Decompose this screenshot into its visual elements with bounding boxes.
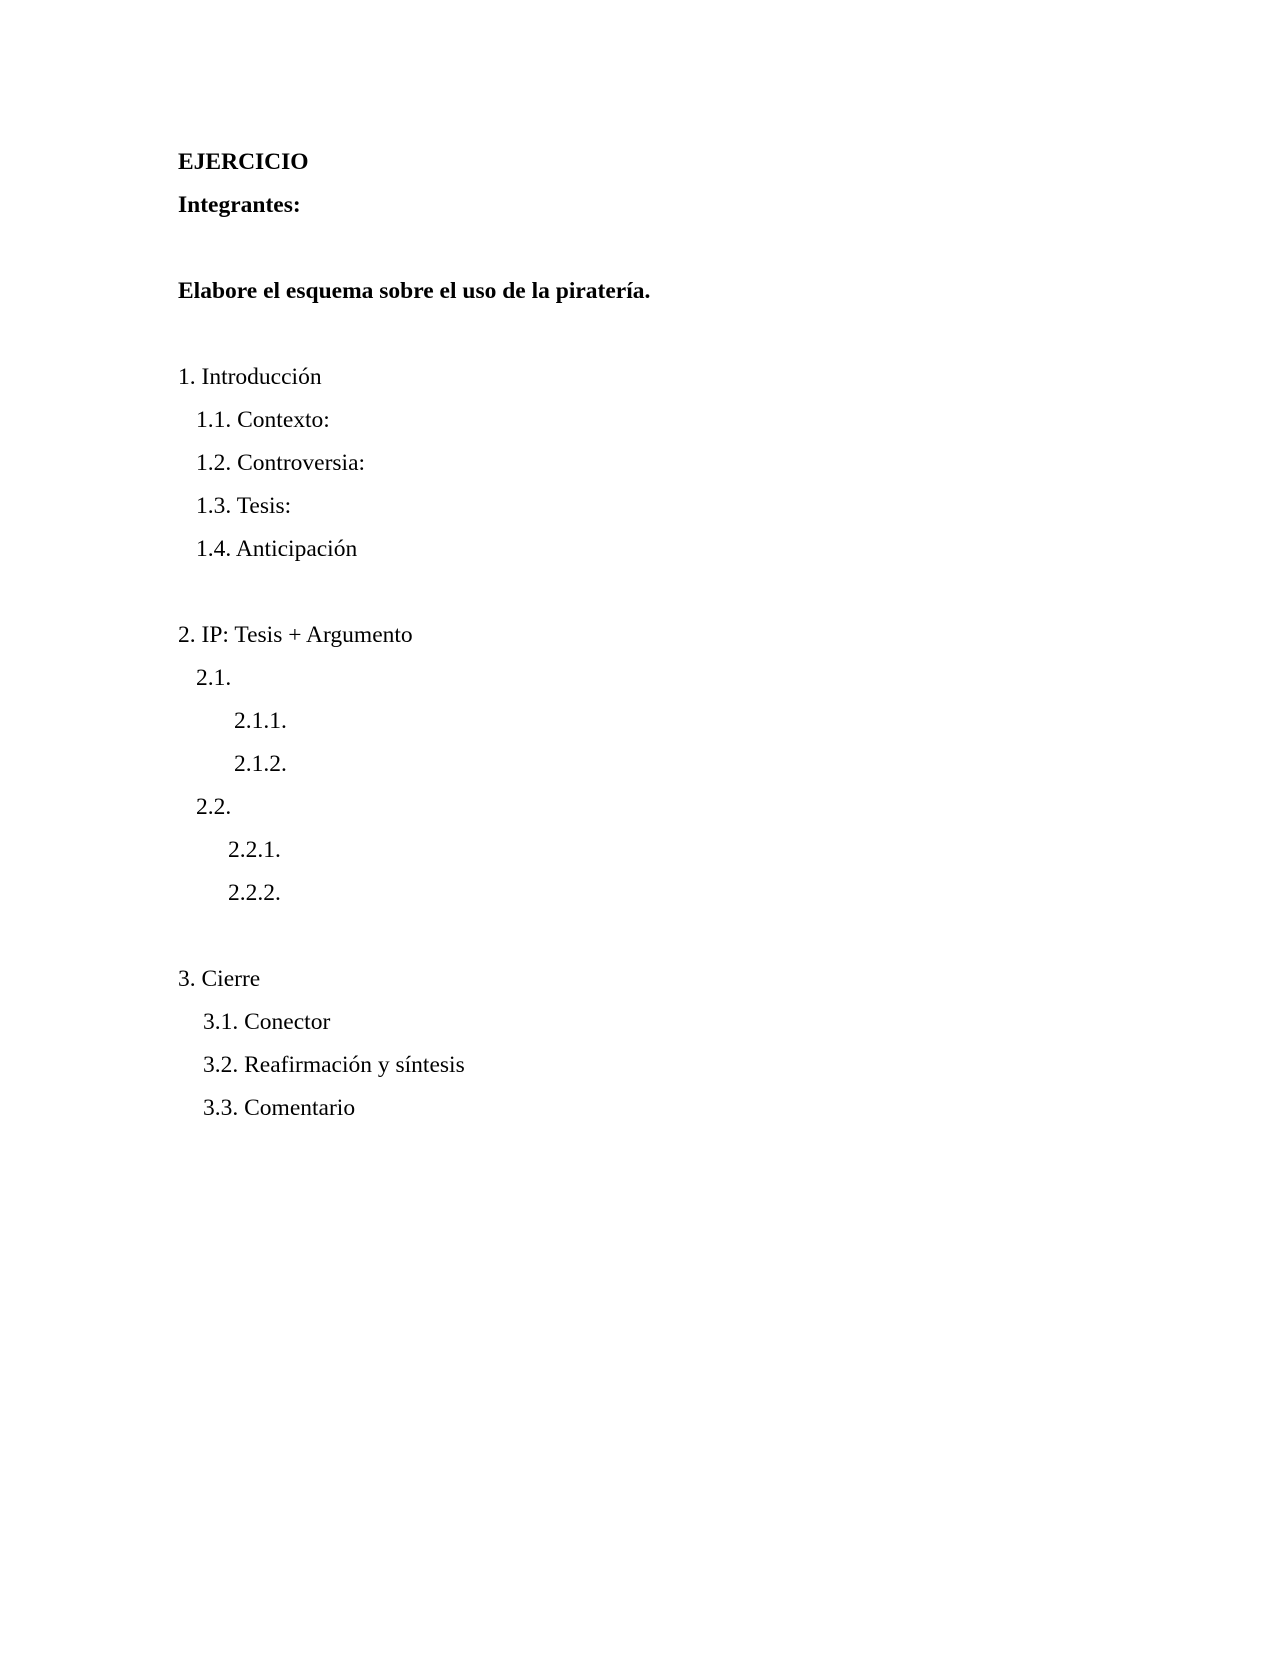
section-1-heading: 1. Introducción [178,364,322,390]
section-2-subitem: 2.2.2. [228,880,281,906]
section-3-item: 3.3. Comentario [203,1095,356,1121]
section-2-subitem: 2.1.1. [234,708,287,734]
section-3-heading: 3. Cierre [178,966,261,992]
section-2-subitem: 2.1.2. [234,751,287,777]
section-1-item: 1.4. Anticipación [196,536,358,562]
section-3-item: 3.1. Conector [203,1009,331,1035]
section-1-item: 1.3. Tesis: [196,493,292,519]
section-1-item: 1.2. Controversia: [196,450,366,476]
section-2-subitem: 2.2.1. [228,837,281,863]
section-2-sub: 2.1. [196,665,232,691]
section-2-heading: 2. IP: Tesis + Argumento [178,622,413,648]
section-1-item: 1.1. Contexto: [196,407,330,433]
members-label: Integrantes: [178,192,301,218]
instruction-text: Elabore el esquema sobre el uso de la piratería. [178,278,651,304]
section-2-sub: 2.2. [196,794,232,820]
section-3-item: 3.2. Reafirmación y síntesis [203,1052,465,1078]
document-title: EJERCICIO [178,149,309,175]
